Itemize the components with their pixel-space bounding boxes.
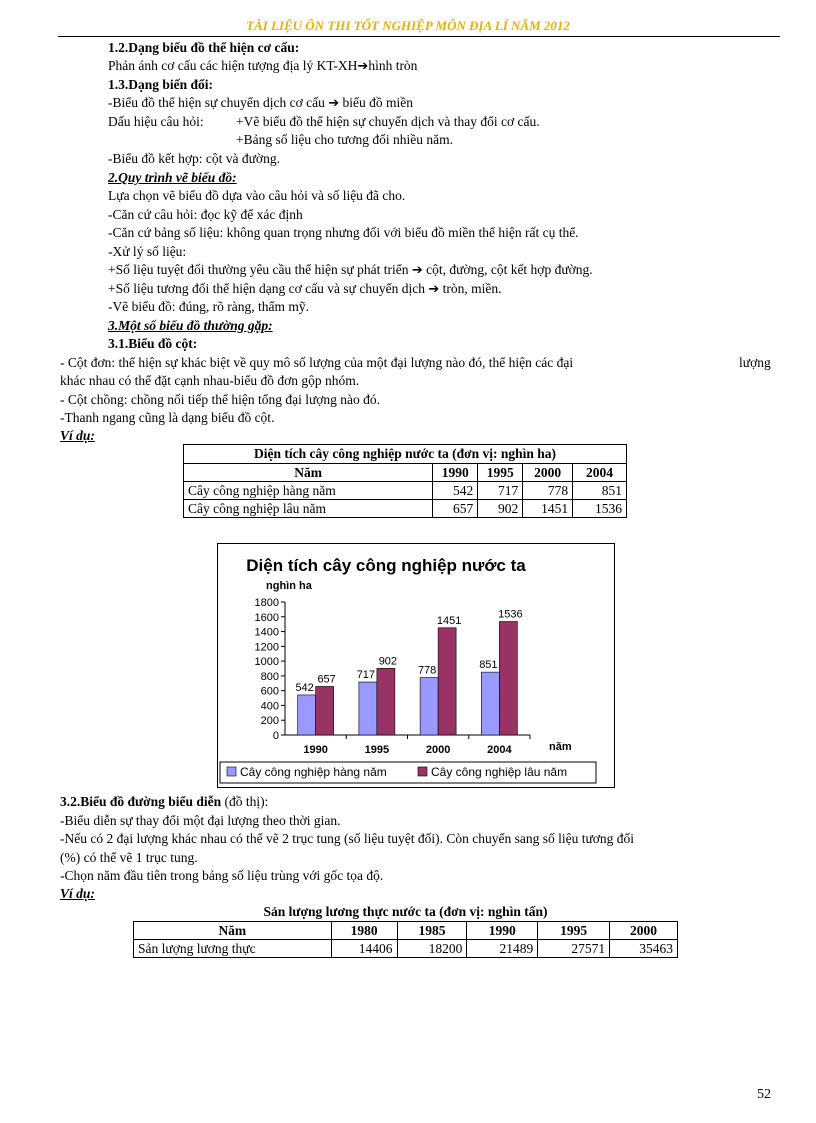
line-2-b: -Căn cứ câu hỏi: đọc kỹ để xác định — [108, 207, 303, 222]
heading-3-1: 3.1.Biểu đồ cột: — [108, 336, 198, 351]
header-rule — [58, 36, 780, 37]
line-text: Phản ánh cơ cấu các hiện tượng địa lý KT-XH — [108, 58, 358, 73]
line-2-f — [108, 281, 502, 297]
table-cell: 14406 — [331, 940, 397, 958]
line-3-1-a: - Cột đơn: thể hiện sự khác biệt về quy mô số lượng của một đại lượng nào đó, thể hiện các đại — [60, 355, 574, 370]
table-row — [184, 482, 627, 500]
table-2-grid — [133, 921, 678, 958]
table-cell: Cây công nghiệp hàng năm — [184, 482, 433, 500]
y-tick-label: 400 — [260, 700, 279, 713]
legend-label: Cây công nghiệp lâu năm — [431, 765, 568, 779]
heading-2: 2.Quy trình vẽ biểu đồ: — [108, 170, 237, 185]
table-row — [134, 940, 678, 958]
chart-legend — [220, 762, 596, 783]
bar-perennial — [316, 686, 334, 735]
line-text: biểu đồ miền — [339, 95, 414, 110]
table-1-grid — [183, 463, 627, 518]
bar-perennial — [499, 622, 517, 735]
x-tick-label: 2000 — [425, 744, 451, 756]
line-2-c: -Căn cứ bảng số liệu: không quan trọng nhưng đối với biểu đồ miền thể hiện rất cụ thể. — [108, 225, 579, 240]
table-2-caption: Sản lượng lương thực nước ta (đơn vị: nghìn tấn) — [263, 904, 548, 919]
heading-1-2: 1.2.Dạng biểu đồ thể hiện cơ cấu: — [108, 40, 300, 55]
line-text: tròn, miền. — [442, 281, 502, 296]
table-header-cell: 1990 — [467, 922, 538, 940]
table-cell: 778 — [523, 482, 573, 500]
chart-y-axis-label: nghìn ha — [266, 580, 312, 592]
legend-label: Cây công nghiệp hàng năm — [240, 765, 387, 779]
table-cell: Sản lượng lương thực — [134, 940, 332, 958]
legend-swatch-annual — [227, 767, 236, 776]
y-tick-label: 1200 — [254, 641, 279, 654]
arrow-right-icon: ➔ — [357, 59, 369, 74]
table-header-cell: 2000 — [610, 922, 678, 940]
line-2-a: Lựa chọn vẽ biểu đồ dựa vào câu hỏi và số liệu đã cho. — [108, 188, 406, 203]
heading-text: 3.2.Biểu đồ đường biểu diễn — [60, 794, 222, 809]
line-3-1-a-end: lượng — [739, 355, 771, 370]
table-row — [184, 500, 627, 518]
table-header-cell: Năm — [134, 922, 332, 940]
table-cell: 27571 — [538, 940, 610, 958]
data-label: 851 — [479, 659, 498, 672]
line-text: cột, đường, cột kết hợp đường. — [426, 262, 593, 277]
line-3-1-b: khác nhau có thể đặt cạnh nhau-biểu đồ đơn gộp nhóm. — [60, 373, 360, 388]
example-label-1: Ví dụ: — [60, 428, 95, 443]
table-cell: 542 — [433, 482, 478, 500]
table-cell: 717 — [478, 482, 523, 500]
example-label-2: Ví dụ: — [60, 886, 95, 901]
line-text: -Biểu đồ thể hiện sự chuyển dịch cơ cấu — [108, 95, 329, 110]
y-tick-label: 1600 — [254, 611, 279, 624]
table-cell: 21489 — [467, 940, 538, 958]
line-3-2-b: -Nếu có 2 đại lượng khác nhau có thể vẽ 2 trục tung (số liệu tuyệt đối). Còn chuyển sang số liệu tương đối — [60, 831, 635, 846]
table-cell: 902 — [478, 500, 523, 518]
table-header-cell: 1980 — [331, 922, 397, 940]
data-label: 1451 — [436, 614, 462, 627]
x-tick-label: 2004 — [487, 744, 512, 756]
chart-x-axis-label: năm — [549, 741, 572, 753]
bar-annual — [481, 672, 499, 735]
table-cell: 657 — [433, 500, 478, 518]
line-3-2-d: -Chọn năm đầu tiên trong bảng số liệu trùng với gốc tọa độ. — [60, 868, 384, 883]
table-header-cell: 1990 — [433, 464, 478, 482]
bar-chart — [218, 544, 614, 787]
table-cell: 18200 — [397, 940, 467, 958]
line-2-g: -Vẽ biểu đồ: đúng, rõ ràng, thẩm mỹ. — [108, 299, 309, 314]
line-3-1-c: - Cột chồng: chồng nối tiếp thể hiện tổng đại lượng nào đó. — [60, 392, 381, 407]
table-header-cell: 1995 — [478, 464, 523, 482]
page-number: 52 — [757, 1087, 771, 1102]
data-label: 902 — [378, 655, 398, 668]
arrow-right-icon: ➔ — [428, 282, 440, 297]
line-1-3-b: +Vẽ biểu đồ thể hiện sự chuyển dịch và thay đổi cơ cấu. — [236, 114, 540, 129]
table-header-cell: 1995 — [538, 922, 610, 940]
bar-annual — [359, 682, 377, 735]
bar-perennial — [377, 668, 395, 735]
y-tick-label: 1000 — [254, 656, 279, 669]
line-2-d: -Xử lý số liệu: — [108, 244, 187, 259]
data-label: 717 — [356, 669, 376, 682]
table-header-row — [184, 464, 627, 482]
table-header-row — [134, 922, 678, 940]
data-label: 1536 — [498, 608, 523, 621]
arrow-right-icon: ➔ — [411, 263, 423, 278]
chart-frame — [217, 543, 615, 788]
line-1-3-b-label: Dấu hiệu câu hỏi: — [108, 114, 204, 129]
y-tick-label: 600 — [260, 685, 279, 698]
table-1 — [183, 444, 627, 518]
chart-title: Diện tích cây công nghiệp nước ta — [246, 556, 526, 575]
data-label: 778 — [417, 664, 437, 677]
line-3-2-a: -Biểu diễn sự thay đổi một đại lượng theo thời gian. — [60, 813, 341, 828]
x-tick-label: 1990 — [303, 744, 328, 756]
line-text: +Số liệu tương đối thể hiện dạng cơ cấu và sự chuyển dịch — [108, 281, 429, 296]
table-cell: 1536 — [573, 500, 627, 518]
line-text: +Số liệu tuyệt đối thường yêu cầu thể hiện sự phát triển — [108, 262, 412, 277]
table-cell: 851 — [573, 482, 627, 500]
line-1-3-c: +Bảng số liệu cho tương đối nhiều năm. — [236, 132, 454, 147]
line-1-3-a — [108, 95, 413, 111]
table-2 — [133, 903, 678, 958]
table-header-cell: 2004 — [573, 464, 627, 482]
y-tick-label: 1400 — [254, 626, 279, 639]
y-tick-label: 1800 — [254, 597, 279, 609]
table-header-cell: 1985 — [397, 922, 467, 940]
y-tick-label: 800 — [260, 670, 279, 683]
page-header: TÀI LIỆU ÔN THI TỐT NGHIỆP MÔN ĐỊA LÍ NĂM 2012 — [246, 18, 570, 33]
y-tick-label: 200 — [260, 715, 279, 728]
line-1-3-d: -Biểu đồ kết hợp: cột và đường. — [108, 151, 280, 166]
bar-annual — [420, 678, 438, 735]
table-1-caption: Diện tích cây công nghiệp nước ta (đơn vị: nghìn ha) — [183, 444, 627, 463]
bar-annual — [298, 695, 316, 735]
data-label: 542 — [295, 681, 314, 694]
heading-1-3: 1.3.Dạng biến đổi: — [108, 77, 214, 92]
table-header-cell: Năm — [184, 464, 433, 482]
line-1-2-a — [108, 58, 417, 74]
heading-3: 3.Một số biểu đồ thường gặp: — [108, 318, 273, 333]
y-tick-label: 0 — [272, 730, 279, 742]
x-tick-label: 1995 — [364, 744, 390, 756]
line-text: hình tròn — [368, 58, 418, 73]
line-3-1-d: -Thanh ngang cũng là dạng biểu đồ cột. — [60, 410, 275, 425]
table-cell: 35463 — [610, 940, 678, 958]
data-label: 657 — [317, 673, 336, 686]
bar-perennial — [438, 628, 456, 735]
arrow-right-icon: ➔ — [328, 96, 340, 111]
line-3-2-c: (%) có thể vẽ 1 trục tung. — [60, 850, 198, 865]
table-header-cell: 2000 — [523, 464, 573, 482]
table-cell: Cây công nghiệp lâu năm — [184, 500, 433, 518]
heading-text: (đồ thị): — [221, 794, 269, 809]
heading-3-2 — [60, 794, 268, 810]
legend-swatch-perennial — [418, 767, 427, 776]
table-cell: 1451 — [523, 500, 573, 518]
line-2-e — [108, 262, 593, 278]
